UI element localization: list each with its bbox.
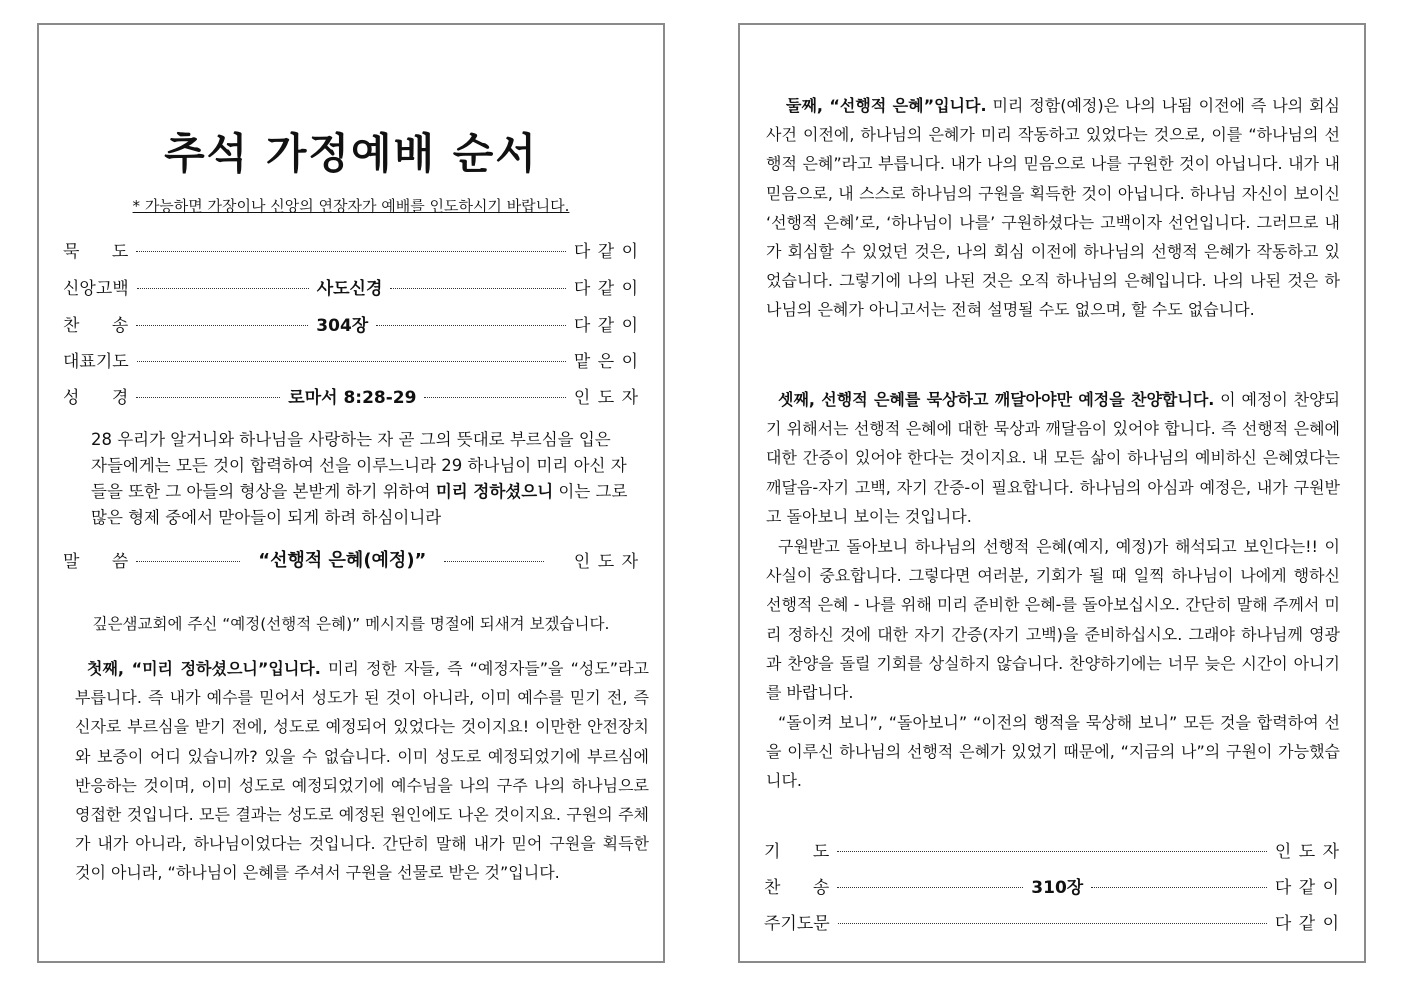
dot-leader <box>1091 887 1267 888</box>
verse-text: 이는 그로 많은 형제 중에서 맏아들이 되게 하려 하심이니라 <box>91 482 628 527</box>
order-label: 찬 송 <box>764 877 830 898</box>
paragraph-fourth <box>766 532 1340 707</box>
leader-note: * 가능하면 가장이나 신앙의 연장자가 예배를 인도하시기 바랍니다. <box>132 197 570 215</box>
paragraph-fifth <box>766 708 1340 796</box>
order-label: 성 경 <box>63 387 129 408</box>
order-item: 로마서 8:28-29 <box>288 387 417 408</box>
dot-leader <box>137 361 566 362</box>
verse-highlight: 미리 정하셨으니 <box>435 482 554 501</box>
order-label: 묵 도 <box>63 241 129 262</box>
paragraph-text: 구원받고 돌아보니 하나님의 선행적 은혜(예지, 예정)가 해석되고 보인다는!! 이 사실이 중요합니다. 그렇다면 여러분, 기회가 될 때 일찍 하나님이 나에게 행하신 선행적 은혜 - 나를 위해 미리 준비한 은혜-를 돌아보십시오. 간단히 말해 주께서 미리 정하신 것에 대한 자기 간증(자기 고백)을 준비하십시오. 그래야 하나님께 영광과 찬양을 돌릴 기회를 상실하지 않습니다. 찬양하기에는 너무 늦은 시간이 아니기를 바랍니다. <box>766 537 1340 703</box>
order-row-representative-prayer <box>63 346 639 372</box>
paragraph-first <box>75 654 649 888</box>
dot-leader <box>136 397 280 398</box>
dot-leader <box>136 561 240 562</box>
order-item: 사도신경 <box>316 278 383 299</box>
order-participant: 맡 은 이 <box>573 351 639 372</box>
order-label: 대표기도 <box>63 351 129 372</box>
paragraph-text: 미리 정함(예정)은 나의 나됨 이전에 즉 나의 회심 사건 이전에, 하나님의 은혜가 미리 작동하고 있었다는 것으로, 이를 “하나님의 선행적 은혜”라고 부릅니다. 내가 나의 믿음으로 나를 구원한 것이 아닙니다. 내가 내 믿음으로, 내 스스로 하나님의 구원을 획득한 것이 아닙니다. 하나님 자신이 보이신 ‘선행적 은혜’로, ‘하나님이 나를’ 구원하셨다는 고백이자 선언입니다. 그러므로 내가 회심할 수 있었던 것은, 나의 회심 이전에 하나님의 선행적 은혜가 작동하고 있었습니다. 그렇기에 나의 나된 것은 오직 하나님의 은혜입니다. 나의 나된 것은 하나님의 은혜가 아니고서는 전혀 설명될 수도 없으며, 할 수도 없습니다. <box>766 96 1340 320</box>
right-page <box>738 23 1366 963</box>
paragraph-text: 미리 정한 자들, 즉 “예정자들”을 “성도”라고 부릅니다. 즉 내가 예수를 믿어서 성도가 된 것이 아니라, 이미 예수를 믿기 전, 즉 신자로 부르심을 받기 전에, 성도로 예정되어 있었다는 것이지요! 이만한 안전장치와 보증이 어디 있습니까? 있을 수 없습니다. 이미 성도로 예정되었기에 부르심에 반응하는 것이며, 이미 성도로 예정되었기에 예수님을 나의 구주 나의 하나님으로 영접한 것입니다. 모든 결과는 성도로 예정된 원인에도 나온 것이지요. 구원의 주체가 내가 아니라, 하나님이었다는 것입니다. 간단히 말해 내가 믿어 구원을 획득한 것이 아니라, “하나님이 은혜를 주셔서 구원을 선물로 받은 것”입니다. <box>75 659 649 883</box>
dot-leader <box>136 251 566 252</box>
paragraph-text: “돌이켜 보니”, “돌아보니” “이전의 행적을 묵상해 보니” 모든 것을 합력하여 선을 이루신 하나님의 선행적 은혜가 있었기 때문에, “지금의 나”의 구원이 가능했습니다. <box>766 713 1340 791</box>
dot-leader <box>424 397 565 398</box>
paragraph-heading: 셋째, 선행적 은혜를 묵상하고 깨달아야만 예정을 찬양합니다. <box>778 390 1215 409</box>
order-participant: 다 같 이 <box>1274 913 1340 934</box>
paragraph-heading: 첫째, “미리 정하셨으니”입니다. <box>87 659 321 678</box>
sermon-intro: 깊은샘교회에 주신 “예정(선행적 은혜)” 메시지를 명절에 되새겨 보겠습니다. <box>92 615 610 633</box>
order-participant: 다 같 이 <box>573 315 639 336</box>
dot-leader <box>838 923 1267 924</box>
order-participant: 다 같 이 <box>1274 877 1340 898</box>
paragraph-second <box>766 91 1340 325</box>
order-row-creed <box>63 273 639 299</box>
order-participant: 인 도 자 <box>1274 841 1340 862</box>
dot-leader <box>136 325 308 326</box>
order-item: 310장 <box>1031 877 1084 898</box>
order-participant: 다 같 이 <box>573 278 639 299</box>
order-row-closing-prayer <box>764 835 1340 863</box>
order-label: 신앙고백 <box>63 278 129 299</box>
order-row-silent-prayer <box>63 236 639 262</box>
order-label: 주기도문 <box>764 913 830 934</box>
order-participant: 인 도 자 <box>573 551 639 572</box>
dot-leader <box>837 851 1267 852</box>
dot-leader <box>376 325 566 326</box>
page-title: 추석 가정예배 순서 <box>164 129 538 178</box>
paragraph-third <box>766 385 1340 531</box>
order-label: 찬 송 <box>63 315 129 336</box>
sermon-title: “선행적 은혜(예정)” <box>258 550 427 571</box>
order-label: 말 씀 <box>63 551 129 572</box>
order-row-scripture <box>63 382 639 408</box>
left-page <box>37 23 665 963</box>
order-row-lords-prayer <box>764 907 1340 935</box>
verse-text: 28 우리가 알거니와 하나님을 사랑하는 자 곧 그의 뜻대로 부르심을 입은 자들에게는 모든 것이 합력하여 선을 이루느니라 29 하나님이 미리 아신 자들을 또한 그 아들의 형상을 본받게 하기 위하여 <box>91 430 627 501</box>
order-participant: 인 도 자 <box>573 387 639 408</box>
order-label: 기 도 <box>764 841 830 862</box>
paragraph-heading: 둘째, “선행적 은혜”입니다. <box>786 96 987 115</box>
dot-leader <box>390 288 566 289</box>
order-row-hymn <box>63 310 639 336</box>
dot-leader <box>137 288 309 289</box>
order-item: 304장 <box>316 315 369 336</box>
order-row-closing-hymn <box>764 871 1340 899</box>
paragraph-text: 이 예정이 찬양되기 위해서는 선행적 은혜에 대한 묵상과 깨달음이 있어야 합니다. 즉 선행적 은혜에 대한 간증이 있어야 한다는 것이지요. 내 모든 삶이 하나님의 예비하신 은혜였다는 깨달음-자기 고백, 자기 간증-이 필요합니다. 하나님의 아심과 예정은, 내가 구원받고 돌아보니 보이는 것입니다. <box>766 390 1340 526</box>
scripture-text <box>91 427 631 531</box>
dot-leader <box>837 887 1023 888</box>
dot-leader <box>444 561 544 562</box>
order-participant: 다 같 이 <box>573 241 639 262</box>
order-row-sermon <box>63 545 639 573</box>
